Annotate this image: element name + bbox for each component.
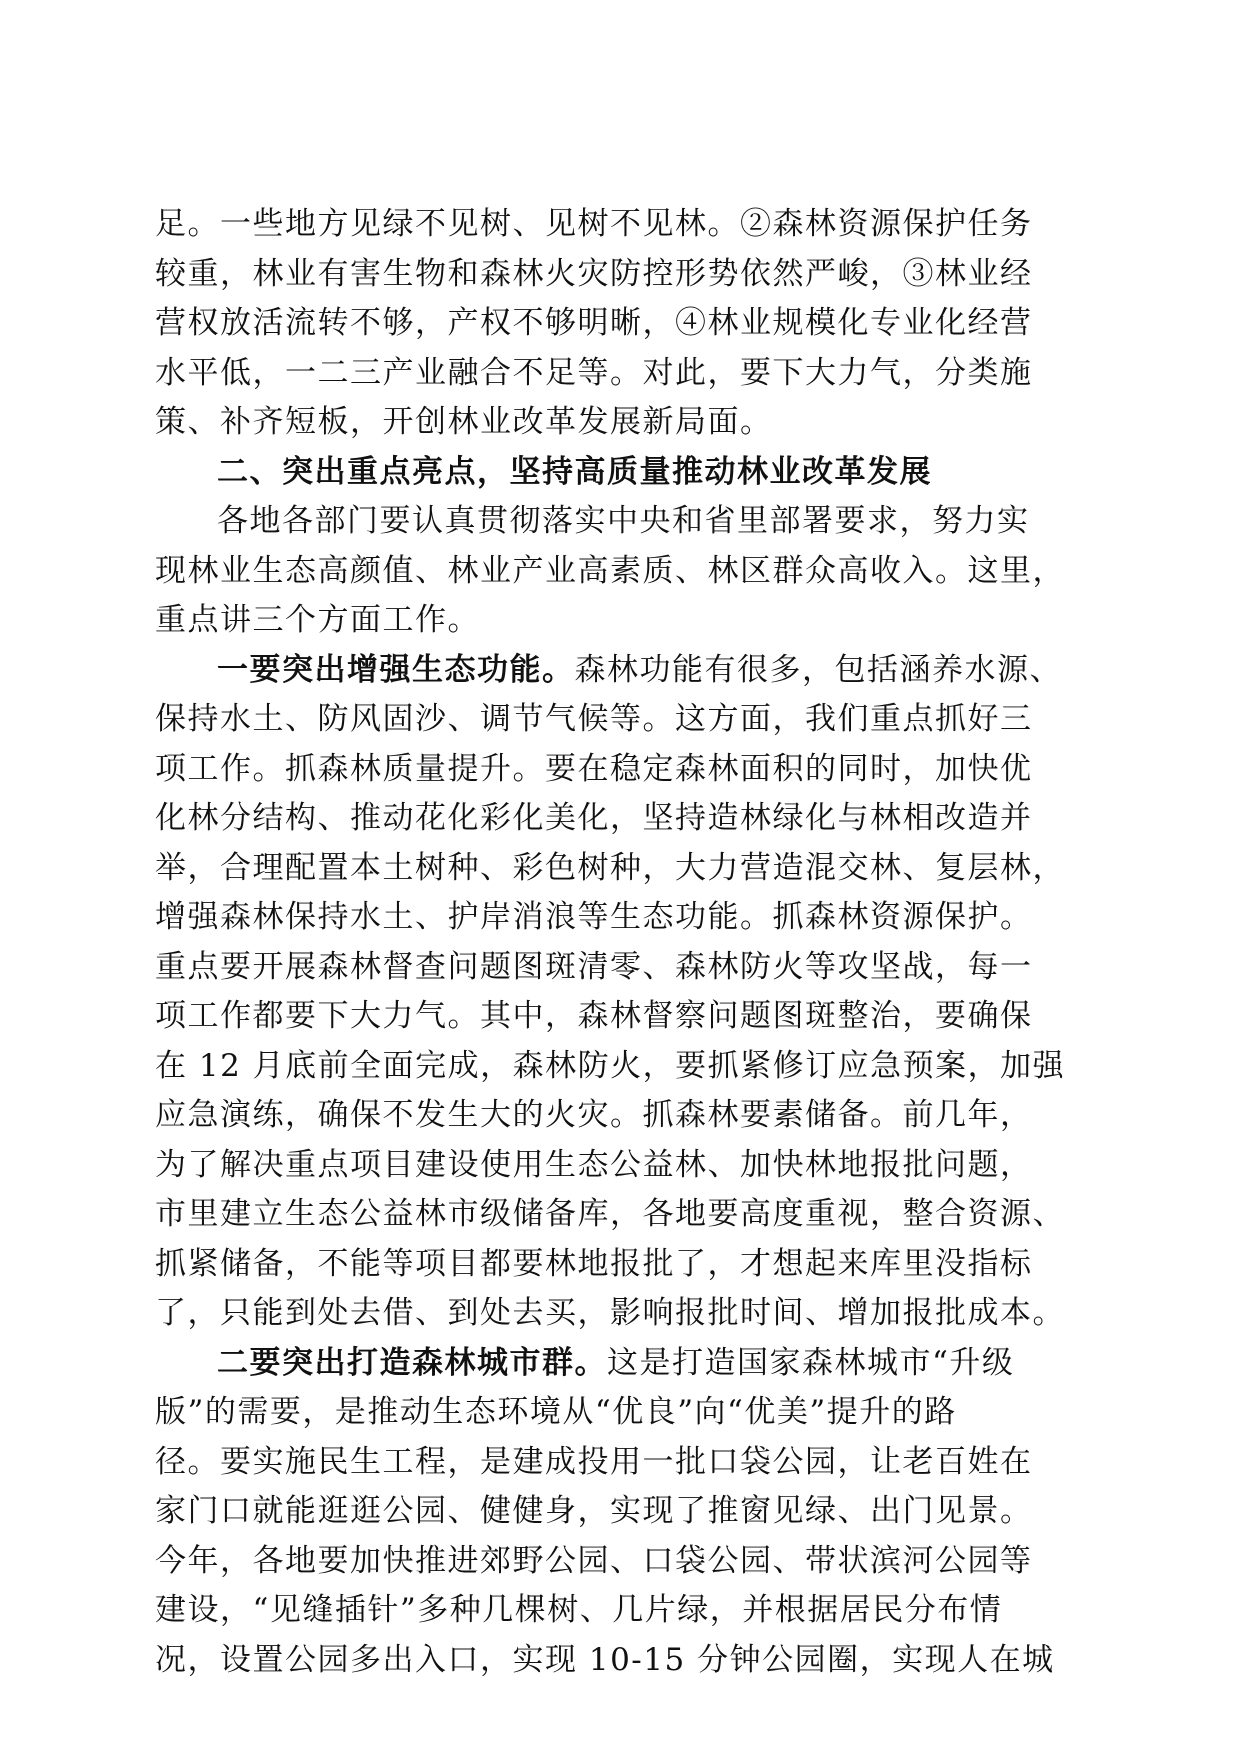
paragraph-lead: 二要突出打造森林城市群。	[217, 1344, 607, 1381]
text-line: 项工作都要下大力气。其中，森林督察问题图斑整治，要确保	[155, 998, 1033, 1034]
text-line: 策、补齐短板，开创林业改革发展新局面。	[155, 404, 773, 440]
paragraph-lead: 一要突出增强生态功能。	[217, 651, 575, 688]
text-line: 现林业生态高颜值、林业产业高素质、林区群众高收入。这里，	[155, 552, 1065, 589]
text-line: 重点要开展森林督查问题图斑清零、森林防火等攻坚战，每一	[155, 948, 1033, 985]
text-line: 况，设置公园多出入口，实现 10-15 分钟公园圈，实现人在城	[155, 1641, 1055, 1678]
text-line: 应急演练，确保不发生大的火灾。抓森林要素储备。前几年，	[155, 1097, 1033, 1133]
text-line: 项工作。抓森林质量提升。要在稳定森林面积的同时，加快优	[155, 750, 1033, 787]
text-line: 化林分结构、推动花化彩化美化，坚持造林绿化与林相改造并	[155, 800, 1033, 836]
paragraph-first-line	[155, 1339, 1080, 1389]
paragraph-first-line	[155, 646, 1080, 696]
text-line: 各地各部门要认真贯彻落实中央和省里部署要求，努力实	[217, 503, 1030, 539]
text-line: 水平低，一二三产业融合不足等。对此，要下大力气，分类施	[155, 354, 1033, 391]
text-line: 足。一些地方见绿不见树、见树不见林。②森林资源保护任务	[155, 206, 1033, 242]
text-line: 重点讲三个方面工作。	[155, 602, 480, 638]
text-line: 抓紧储备，不能等项目都要林地报批了，才想起来库里没指标	[155, 1245, 1033, 1282]
text-line: 建设，“见缝插针”多种几棵树、几片绿，并根据居民分布情	[155, 1592, 1003, 1628]
text-line: 市里建立生态公益林市级储备库，各地要高度重视，整合资源、	[155, 1196, 1065, 1232]
text-line: 版”的需要，是推动生态环境从“优良”向“优美”提升的路	[155, 1394, 957, 1430]
text-line: 较重，林业有害生物和森林火灾防控形势依然严峻，③林业经	[155, 255, 1033, 292]
text-line: 为了解决重点项目建设使用生态公益林、加快林地报批问题，	[155, 1146, 1033, 1183]
document-body	[155, 200, 1080, 1685]
text-line: 径。要实施民生工程，是建成投用一批口袋公园，让老百姓在	[155, 1443, 1033, 1480]
paragraph-lead-rest: 森林功能有很多，包括涵养水源、	[574, 651, 1062, 688]
text-line: 营权放活流转不够，产权不够明晰，④林业规模化专业化经营	[155, 305, 1033, 341]
text-line: 增强森林保持水土、护岸消浪等生态功能。抓森林资源保护。	[155, 899, 1033, 935]
text-line: 举，合理配置本土树种、彩色树种，大力营造混交林、复层林，	[155, 849, 1065, 886]
section-heading: 二、突出重点亮点，坚持高质量推动林业改革发展	[217, 453, 932, 490]
paragraph-lead-rest: 这是打造国家森林城市“升级	[607, 1344, 1015, 1381]
text-line: 了，只能到处去借、到处去买，影响报批时间、增加报批成本。	[155, 1295, 1065, 1331]
text-line: 家门口就能逛逛公园、健健身，实现了推窗见绿、出门见景。	[155, 1493, 1033, 1529]
text-line: 在 12 月底前全面完成，森林防火，要抓紧修订应急预案，加强	[155, 1047, 1066, 1084]
text-line: 今年，各地要加快推进郊野公园、口袋公园、带状滨河公园等	[155, 1542, 1033, 1579]
text-line: 保持水土、防风固沙、调节气候等。这方面，我们重点抓好三	[155, 701, 1033, 737]
